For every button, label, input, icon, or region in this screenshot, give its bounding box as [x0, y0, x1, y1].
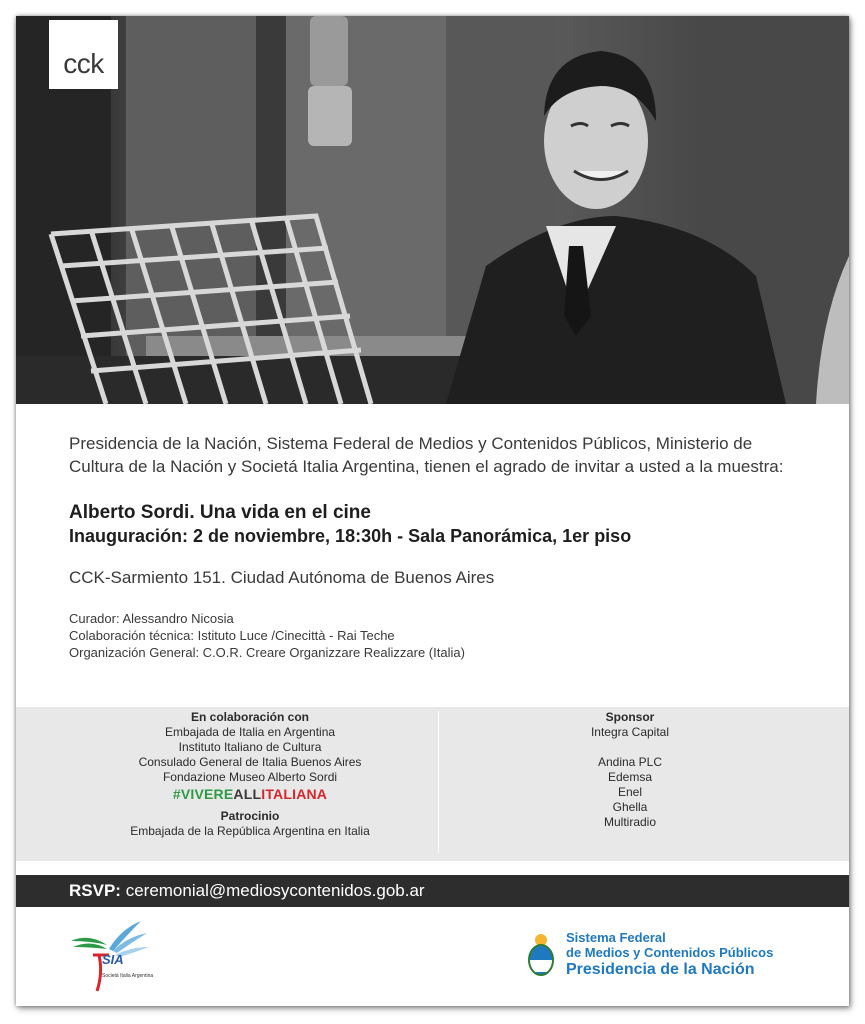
partners-band — [16, 707, 849, 861]
collaboration-heading: En colaboración con — [190, 710, 310, 724]
collaborator-item: Instituto Italiano de Cultura — [178, 740, 322, 754]
sponsor-item: Andina PLC — [597, 755, 663, 769]
column-divider — [438, 711, 439, 853]
gov-line-2: de Medios y Contenidos Públicos — [566, 945, 774, 960]
exhibition-title: Alberto Sordi. Una vida en el cine — [69, 502, 371, 523]
sia-logo-subtitle: Società Italia Argentina — [102, 973, 154, 979]
collaboration-column — [100, 710, 400, 839]
hashtag-logo — [100, 785, 400, 803]
intro-text: Presidencia de la Nación, Sistema Federal de Medios y Contenidos Públicos, Ministerio de Cultura de la Nación y Societá Italia Argentina, tienen el agrado de invitar a usted a la muestra: — [69, 434, 784, 476]
cck-logo — [49, 20, 118, 89]
credit-line: Colaboración técnica: Istituto Luce /Cinecittà - Rai Teche — [69, 628, 395, 643]
rsvp-label: RSVP: — [69, 881, 121, 900]
sponsor-item: Multiradio — [603, 815, 657, 829]
government-logo-text — [566, 930, 773, 980]
argentina-crest-icon — [526, 932, 556, 978]
sia-logo-text: SIA — [102, 952, 124, 967]
venue-address: CCK-Sarmiento 151. Ciudad Autónoma de Buenos Aires — [69, 568, 495, 587]
rsvp-email[interactable]: ceremonial@mediosycontenidos.gob.ar — [125, 881, 425, 900]
sia-logo-icon — [69, 919, 179, 995]
photo-illustration — [16, 16, 849, 404]
cck-logo-text: cck — [63, 48, 104, 79]
hero-photo — [16, 16, 849, 404]
sponsor-item: Edemsa — [607, 770, 653, 784]
inauguration-info: Inauguración: 2 de noviembre, 18:30h - Sala Panorámica, 1er piso — [69, 526, 632, 546]
invitation-card — [16, 16, 849, 1006]
sponsor-item: Ghella — [612, 800, 648, 814]
sponsor-item: Enel — [617, 785, 643, 799]
credits-list — [69, 610, 465, 661]
rsvp-bar — [16, 875, 849, 907]
hashtag-part-dark: ALL — [233, 786, 262, 802]
sponsor-column — [512, 710, 748, 830]
hashtag-part-green: #VIVERE — [172, 786, 234, 802]
credit-line: Organización General: C.O.R. Creare Organizzare Realizzare (Italia) — [69, 645, 465, 660]
sponsor-main: Integra Capital — [590, 725, 670, 739]
collaborator-item: Consulado General de Italia Buenos Aires — [138, 755, 362, 769]
patronage-heading: Patrocinio — [220, 809, 280, 823]
sponsor-heading: Sponsor — [605, 710, 655, 724]
hashtag-part-red: ITALIANA — [261, 786, 328, 802]
gov-line-1: Sistema Federal — [566, 930, 666, 945]
collaborator-item: Fondazione Museo Alberto Sordi — [162, 770, 338, 784]
collaborator-item: Embajada de Italia en Argentina — [164, 725, 336, 739]
gov-line-3: Presidencia de la Nación — [566, 961, 755, 978]
credit-line: Curador: Alessandro Nicosia — [69, 611, 234, 626]
patronage-item: Embajada de la República Argentina en Italia — [130, 824, 370, 838]
